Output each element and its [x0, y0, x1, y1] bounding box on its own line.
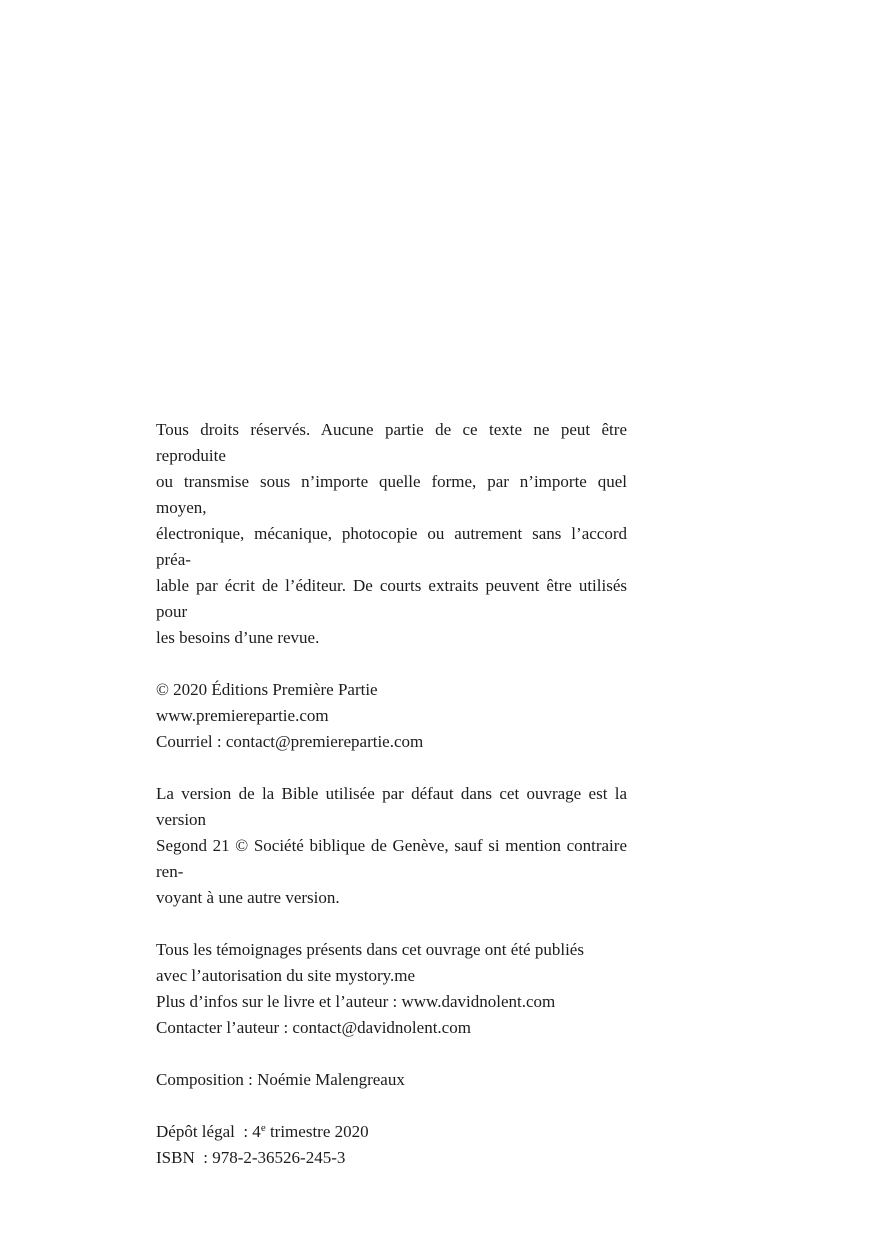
bible-version-paragraph: [156, 781, 627, 911]
depot-legal-prefix: Dépôt légal : 4: [156, 1122, 261, 1141]
legal-block: [156, 1119, 627, 1171]
publisher-email-line: Courriel : contact@premierepartie.com: [156, 732, 424, 751]
text-line: La version de la Bible utilisée par défaut dans cet ouvrage est la version: [156, 784, 627, 829]
text-line: Tous droits réservés. Aucune partie de ce texte ne peut être reproduite: [156, 420, 627, 465]
text-line: les besoins d’une revue.: [156, 628, 320, 647]
testimonies-block: [156, 937, 627, 1041]
rights-paragraph: [156, 417, 627, 651]
text-line: ou transmise sous n’importe quelle forme, par n’importe quel moyen,: [156, 472, 627, 517]
depot-legal-line: [156, 1119, 627, 1145]
text-line: voyant à une autre version.: [156, 888, 340, 907]
author-info-line: Plus d’infos sur le livre et l’auteur : www.davidnolent.com: [156, 992, 556, 1011]
text-line: lable par écrit de l’éditeur. De courts extraits peuvent être utilisés pour: [156, 576, 627, 621]
ordinal-superscript: e: [260, 1122, 266, 1134]
depot-legal-suffix: trimestre 2020: [265, 1122, 369, 1141]
publisher-block: [156, 677, 627, 755]
text-line: Tous les témoignages présents dans cet ouvrage ont été publiés: [156, 940, 584, 959]
publisher-copyright-line: © 2020 Éditions Première Partie: [156, 680, 378, 699]
text-line: électronique, mécanique, photocopie ou autrement sans l’accord préa-: [156, 524, 627, 569]
colophon-text-block: [156, 417, 627, 1171]
isbn-line: ISBN : 978-2-36526-245-3: [156, 1148, 346, 1167]
composition-line: Composition : Noémie Malengreaux: [156, 1070, 405, 1089]
author-contact-line: Contacter l’auteur : contact@davidnolent.com: [156, 1018, 471, 1037]
text-line: Segond 21 © Société biblique de Genève, sauf si mention contraire ren-: [156, 836, 627, 881]
publisher-website: www.premierepartie.com: [156, 706, 329, 725]
composition-block: [156, 1067, 627, 1093]
text-line: avec l’autorisation du site mystory.me: [156, 966, 416, 985]
